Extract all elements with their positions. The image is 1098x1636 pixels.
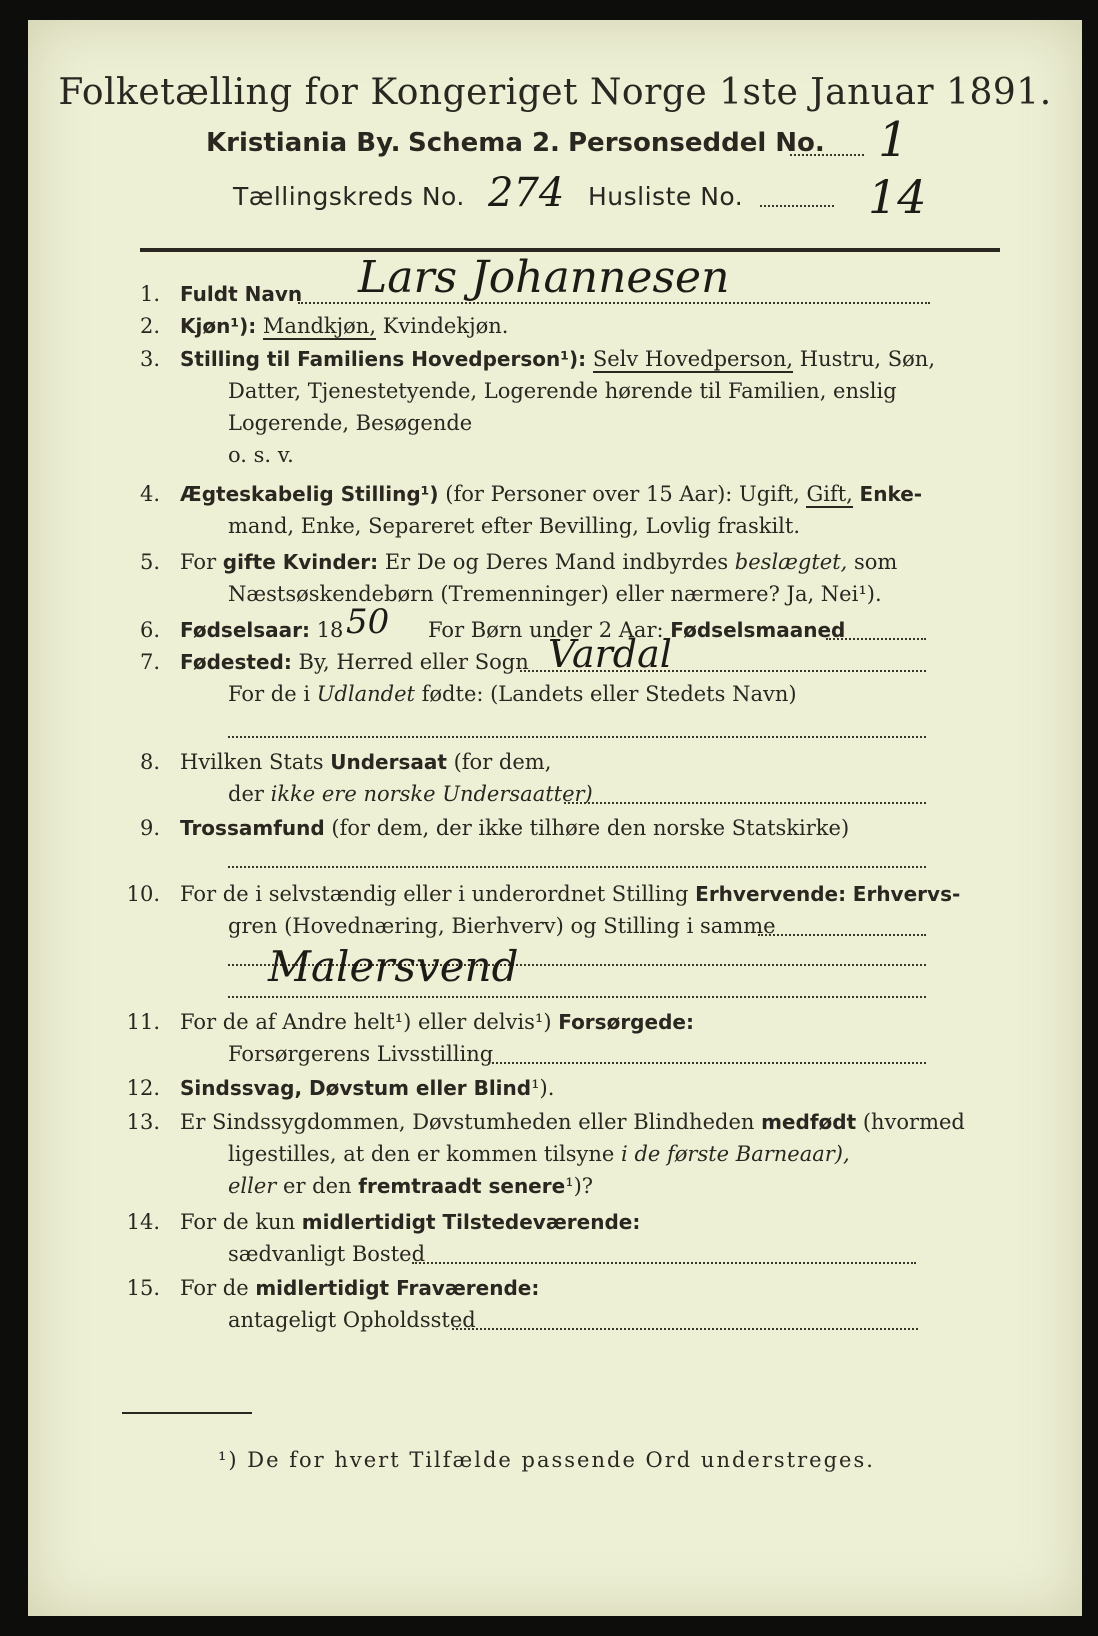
item-14-dots: [412, 1262, 916, 1264]
husliste-label: Husliste No.: [588, 182, 744, 211]
personseddel-dots: [790, 154, 864, 156]
item-7-line2i: Udlandet: [316, 682, 415, 706]
personseddel-label: Personseddel No.: [568, 128, 825, 158]
footnote: ¹) De for hvert Tilfælde passende Ord understreges.: [218, 1448, 875, 1472]
item-4-line2: mand, Enke, Separeret efter Bevilling, Lovlig fraskilt.: [228, 514, 801, 538]
item-5-line2: Næstsøskendebørn (Tremenninger) eller nærmere? Ja, Nei¹).: [228, 582, 882, 606]
item-5-text-italic: beslægtet,: [734, 550, 848, 574]
item-8-line2i: ikke ere norske Undersaatter): [270, 782, 593, 806]
item-12-label: Sindssvag, Døvstum eller Blind: [180, 1076, 532, 1100]
item-6-label2: Fødselsmaaned: [670, 618, 846, 642]
item-6-value: 50: [346, 602, 390, 642]
item-10-label2: Erhvervs-: [852, 882, 961, 906]
item-2-opt-kvindekjon: Kvindekjøn.: [382, 314, 509, 338]
item-4-text1: (for Personer over 15 Aar): Ugift,: [445, 482, 800, 506]
item-14-label: midlertidigt Tilstedeværende:: [301, 1210, 641, 1234]
item-2-num: 2.: [139, 314, 160, 338]
item-7-label: Fødested:: [180, 650, 292, 674]
item-3-label: Stilling til Familiens Hovedperson¹):: [180, 347, 587, 371]
item-1-num: 1.: [139, 282, 160, 306]
city-label: Kristiania By.: [206, 128, 401, 158]
item-15-dots: [452, 1328, 918, 1330]
item-11-line2: Forsørgerens Livsstilling: [228, 1042, 494, 1066]
taellingskreds-label: Tællingskreds No.: [233, 182, 465, 211]
item-13-text2: (hvormed: [862, 1110, 965, 1134]
item-9-label: Trossamfund: [180, 816, 325, 840]
item-8-num: 8.: [139, 750, 160, 774]
item-8-line2a: der: [228, 782, 264, 806]
item-4-num: 4.: [139, 482, 160, 506]
item-6-label: Fødselsaar:: [180, 618, 310, 642]
item-4-opt-gift: Gift,: [806, 482, 853, 506]
item-8-dots: [564, 802, 926, 804]
item-3-line3: Logerende, Besøgende: [228, 411, 473, 435]
item-7-value: Vardal: [548, 632, 672, 676]
item-15-num: 15.: [126, 1276, 160, 1300]
item-9-num: 9.: [139, 816, 160, 840]
item-10-line2: gren (Hovednæring, Bierhverv) og Stilling i samme: [228, 914, 776, 938]
item-15-text1: For de: [180, 1276, 249, 1300]
item-10-value: Malersvend: [268, 942, 519, 991]
item-13-line3b: fremtraadt senere: [358, 1174, 566, 1198]
item-4-text2: Enke-: [859, 482, 923, 506]
personseddel-number: 1: [878, 112, 909, 168]
item-12-suffix: ¹).: [531, 1076, 555, 1100]
item-5-label-bold: gifte Kvinder:: [222, 550, 379, 574]
item-11-num: 11.: [126, 1010, 160, 1034]
item-1-value: Lars Johannesen: [358, 252, 730, 303]
item-10-text1: For de i selvstændig eller i underordnet Stilling: [180, 882, 689, 906]
item-6-prefix: 18: [316, 618, 344, 642]
item-7-num: 7.: [139, 650, 160, 674]
item-4-label: Ægteskabelig Stilling¹): [180, 482, 439, 506]
item-10-dots-1: [758, 934, 926, 936]
item-7-line2a: For de i: [228, 682, 311, 706]
item-1-label: Fuldt Navn: [180, 282, 303, 306]
item-6-text: For Børn under 2 Aar:: [428, 618, 664, 642]
item-3-rest: Hustru, Søn,: [799, 347, 935, 371]
item-2-opt-mandkjon: Mandkjøn,: [262, 314, 376, 338]
item-7-line2b: fødte: (Landets eller Stedets Navn): [421, 682, 797, 706]
item-2-label: Kjøn¹):: [180, 314, 257, 338]
item-10-dots-3: [228, 996, 926, 998]
husliste-number: 14: [868, 170, 927, 224]
item-14-text1: For de kun: [180, 1210, 296, 1234]
item-12-num: 12.: [126, 1076, 160, 1100]
item-13-label: medfødt: [761, 1110, 857, 1134]
item-8-text2: (for dem,: [453, 750, 552, 774]
taellingskreds-number: 274: [488, 170, 565, 216]
item-3-num: 3.: [139, 347, 160, 371]
item-14-num: 14.: [126, 1210, 160, 1234]
item-8-text1: Hvilken Stats: [180, 750, 324, 774]
item-10-num: 10.: [126, 882, 160, 906]
item-14-line2: sædvanligt Bosted: [228, 1242, 426, 1266]
schema-label: Schema 2.: [408, 128, 560, 158]
item-3-line4: o. s. v.: [228, 443, 294, 467]
item-5-num: 5.: [139, 550, 160, 574]
item-6-num: 6.: [139, 618, 160, 642]
item-13-line2a: ligestilles, at den er kommen tilsyne: [228, 1142, 615, 1166]
item-5-text1: Er De og Deres Mand indbyrdes: [384, 550, 729, 574]
item-15-line2: antageligt Opholdssted: [228, 1308, 476, 1332]
item-10-label: Erhvervende:: [695, 882, 847, 906]
item-7-text: By, Herred eller Sogn: [298, 650, 529, 674]
item-13-line3i: eller: [228, 1174, 277, 1198]
item-13-num: 13.: [126, 1110, 160, 1134]
item-11-label: Forsørgede:: [558, 1010, 694, 1034]
item-9-blank-line: [228, 866, 926, 868]
item-13-line2i: i de første Barneaar),: [621, 1142, 850, 1166]
item-7-blank-line: [228, 736, 926, 738]
item-13-text1: Er Sindssygdommen, Døvstumheden eller Blindheden: [180, 1110, 755, 1134]
footnote-rule: [122, 1412, 252, 1414]
item-13-line3c: ¹)?: [565, 1174, 594, 1198]
item-6-dots: [826, 638, 926, 640]
item-11-text1: For de af Andre helt¹) eller delvis¹): [180, 1010, 552, 1034]
form-title: Folketælling for Kongeriget Norge 1ste Januar 1891.: [58, 72, 1052, 113]
census-form: [28, 20, 1082, 1616]
item-9-text: (for dem, der ikke tilhøre den norske Statskirke): [331, 816, 850, 840]
item-8-label: Undersaat: [330, 750, 447, 774]
item-15-label: midlertidigt Fraværende:: [255, 1276, 540, 1300]
item-11-dots: [488, 1062, 926, 1064]
husliste-dots: [760, 205, 834, 207]
item-5-label: For: [180, 550, 217, 574]
item-3-line2: Datter, Tjenestetyende, Logerende hørende til Familien, enslig: [228, 379, 897, 403]
item-13-line3a: er den: [283, 1174, 352, 1198]
item-5-text2: som: [854, 550, 898, 574]
item-3-opt-selv: Selv Hovedperson,: [592, 347, 794, 371]
